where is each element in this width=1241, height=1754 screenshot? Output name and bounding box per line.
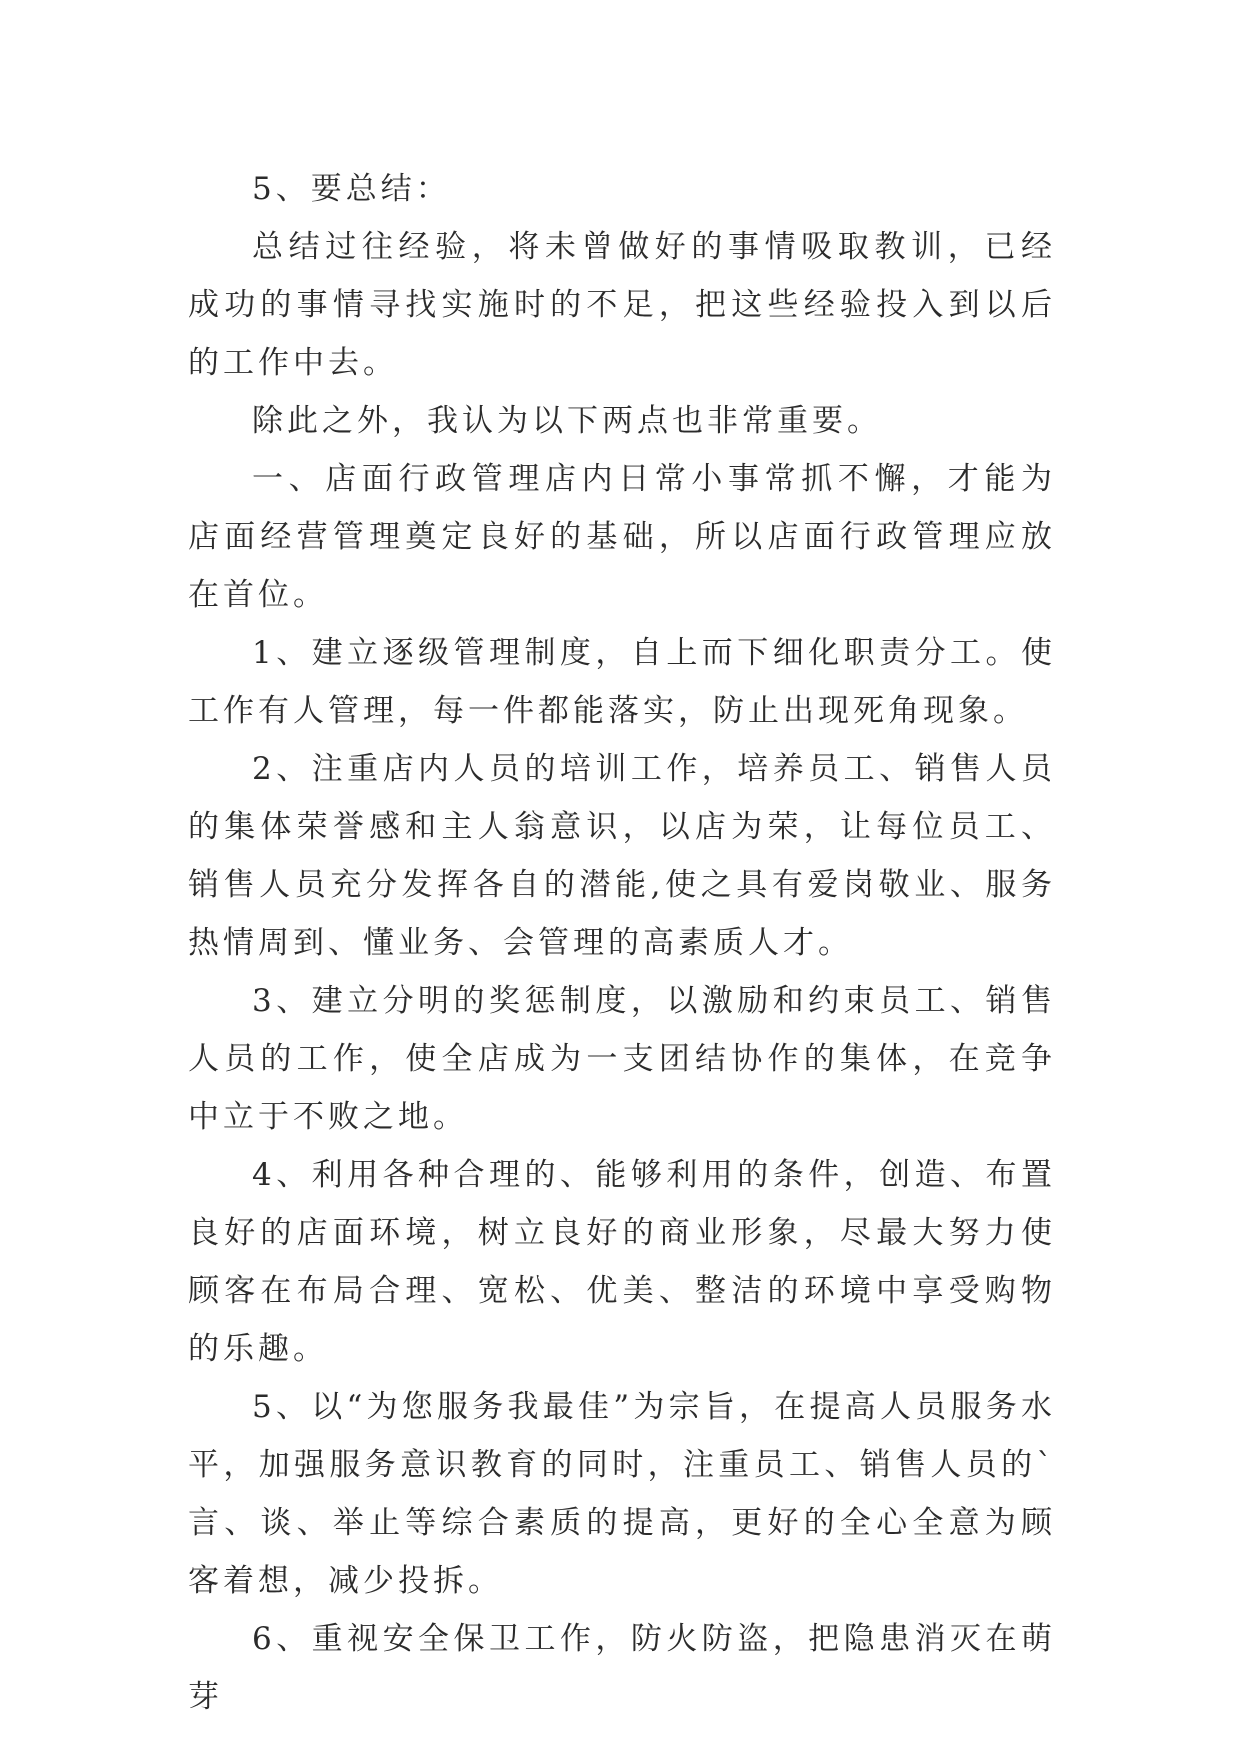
paragraph-summary-text: 总结过往经验，将未曾做好的事情吸取教训，已经成功的事情寻找实施时的不足，把这些经验投入到以后的工作中去。 bbox=[188, 229, 1056, 381]
paragraph-section-one: 一、店面行政管理店内日常小事常抓不懈，才能为店面经营管理奠定良好的基础，所以店面行政管理应放在首位。 bbox=[188, 461, 1056, 613]
paragraph-item-2: 2、注重店内人员的培训工作，培养员工、销售人员的集体荣誉感和主人翁意识，以店为荣，让每位员工、销售人员充分发挥各自的潜能,使之具有爱岗敬业、服务热情周到、懂业务、会管理的高素质人才。 bbox=[188, 751, 1056, 961]
document-body bbox=[188, 160, 1056, 1726]
paragraph-additional-points: 除此之外，我认为以下两点也非常重要。 bbox=[252, 403, 882, 439]
paragraph-summary-heading: 5、要总结： bbox=[252, 171, 451, 207]
paragraph-item-4: 4、利用各种合理的、能够利用的条件，创造、布置良好的店面环境，树立良好的商业形象，尽最大努力使顾客在布局合理、宽松、优美、整洁的环境中享受购物的乐趣。 bbox=[188, 1157, 1056, 1367]
paragraph-item-3: 3、建立分明的奖惩制度，以激励和约束员工、销售人员的工作，使全店成为一支团结协作的集体，在竞争中立于不败之地。 bbox=[188, 983, 1056, 1135]
paragraph-item-1: 1、建立逐级管理制度，自上而下细化职责分工。使工作有人管理，每一件都能落实，防止出现死角现象。 bbox=[188, 635, 1056, 729]
paragraph-item-6: 6、重视安全保卫工作，防火防盗，把隐患消灭在萌芽 bbox=[188, 1621, 1056, 1715]
paragraph-item-5: 5、以“为您服务我最佳”为宗旨，在提高人员服务水平，加强服务意识教育的同时，注重员工、销售人员的`言、谈、举止等综合素质的提高，更好的全心全意为顾客着想，减少投拆。 bbox=[188, 1389, 1056, 1599]
